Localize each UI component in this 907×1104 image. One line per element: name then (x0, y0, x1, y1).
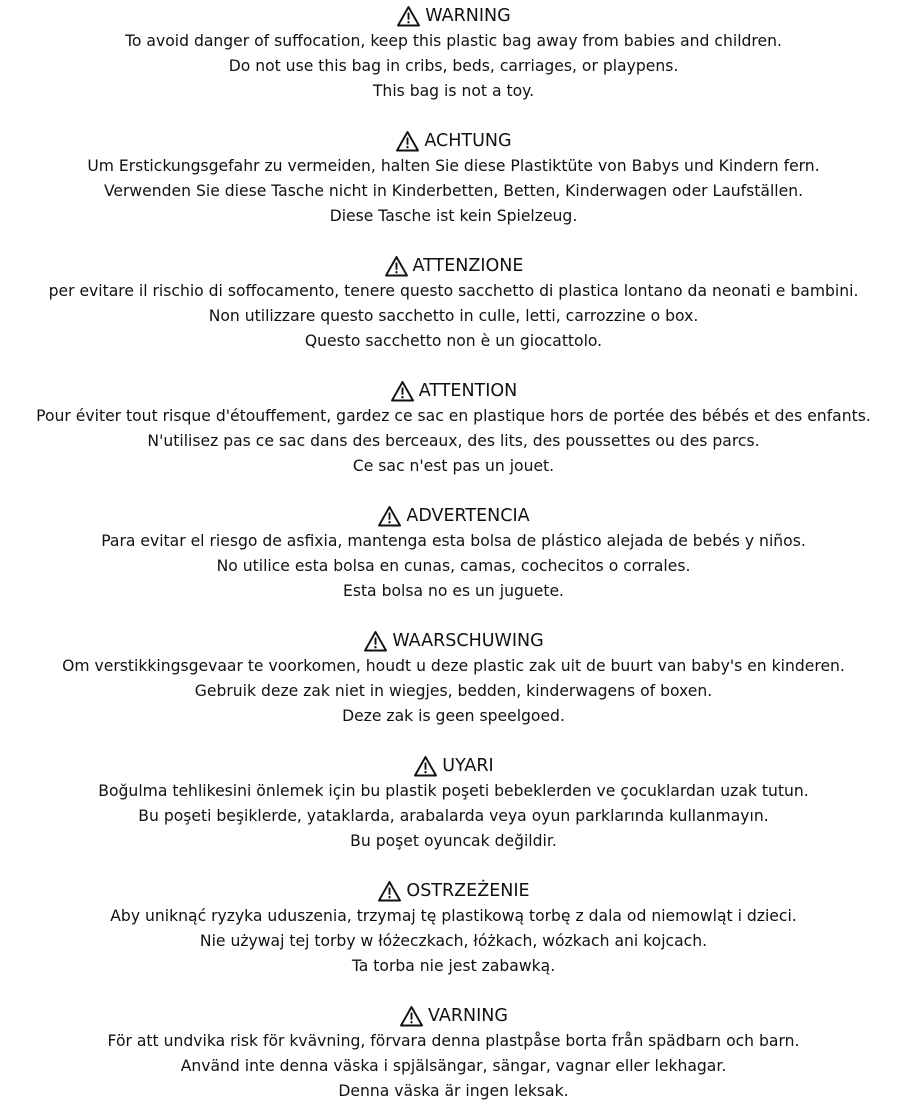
warning-line: Om verstikkingsgevaar te voorkomen, houdt u deze plastic zak uit de buurt van baby's en kinderen. (62, 657, 845, 675)
warning-line: No utilice esta bolsa en cunas, camas, cochecitos o corrales. (216, 557, 691, 575)
warning-line: Do not use this bag in cribs, beds, carriages, or playpens. (228, 57, 679, 75)
section-heading-text: ADVERTENCIA (406, 506, 530, 526)
warning-section-sv (0, 1003, 907, 1104)
warning-line: Deze zak is geen speelgoed. (342, 707, 565, 725)
warning-line: This bag is not a toy. (372, 82, 535, 100)
warning-triangle-icon (377, 505, 402, 527)
warning-line: Ta torba nie jest zabawką. (351, 957, 556, 975)
warning-triangle-icon (395, 130, 420, 152)
warning-section-nl (0, 628, 907, 729)
section-heading (0, 753, 907, 779)
warning-section-es (0, 503, 907, 604)
warning-triangle-icon (390, 380, 415, 402)
section-heading (0, 3, 907, 29)
section-heading-text: ATTENZIONE (412, 256, 524, 276)
warning-line: Pour éviter tout risque d'étouffement, gardez ce sac en plastique hors de portée des bébés et des enfants. (36, 407, 871, 425)
section-heading-text: OSTRZEŻENIE (406, 881, 530, 901)
warning-section-it (0, 253, 907, 354)
warning-triangle-icon (363, 630, 388, 652)
warning-triangle-icon (399, 1005, 424, 1027)
warning-line: Gebruik deze zak niet in wiegjes, bedden, kinderwagens of boxen. (194, 682, 713, 700)
warning-line: Bu poşet oyuncak değildir. (350, 832, 557, 850)
warning-line: Esta bolsa no es un juguete. (342, 582, 565, 600)
warning-line: Aby uniknąć ryzyka uduszenia, trzymaj tę plastikową torbę z dala od niemowląt i dzieci. (110, 907, 797, 925)
section-heading-text: ATTENTION (418, 381, 518, 401)
section-heading (0, 253, 907, 279)
warning-triangle-icon (396, 5, 421, 27)
warning-line: Boğulma tehlikesini önlemek için bu plastik poşeti bebeklerden ve çocuklardan uzak tutun. (98, 782, 809, 800)
warning-section-de (0, 128, 907, 229)
warning-section-tr (0, 753, 907, 854)
warning-section-en (0, 3, 907, 104)
warning-triangle-icon (413, 755, 438, 777)
warning-line: Verwenden Sie diese Tasche nicht in Kinderbetten, Betten, Kinderwagen oder Laufställen. (103, 182, 804, 200)
section-heading (0, 128, 907, 154)
section-heading (0, 1003, 907, 1029)
section-heading (0, 878, 907, 904)
section-heading-text: UYARI (442, 756, 494, 776)
warning-section-pl (0, 878, 907, 979)
section-heading-text: ACHTUNG (424, 131, 512, 151)
warning-line: Questo sacchetto non è un giocattolo. (304, 332, 603, 350)
warning-line: per evitare il rischio di soffocamento, tenere questo sacchetto di plastica lontano da neonati e bambini. (48, 282, 859, 300)
warning-triangle-icon (384, 255, 409, 277)
warning-line: Denna väska är ingen leksak. (338, 1082, 569, 1100)
warning-line: Diese Tasche ist kein Spielzeug. (329, 207, 578, 225)
warning-line: Bu poşeti beşiklerde, yataklarda, arabalarda veya oyun parklarında kullanmayın. (138, 807, 769, 825)
warning-line: To avoid danger of suffocation, keep this plastic bag away from babies and children. (125, 32, 782, 50)
warning-line: Para evitar el riesgo de asfixia, mantenga esta bolsa de plástico alejada de bebés y niños. (101, 532, 806, 550)
section-heading-text: VARNING (428, 1006, 508, 1026)
warning-line: Nie używaj tej torby w łóżeczkach, łóżkach, wózkach ani kojcach. (199, 932, 708, 950)
section-heading-text: WAARSCHUWING (392, 631, 544, 651)
warning-line: För att undvika risk för kvävning, förvara denna plastpåse borta från spädbarn och barn. (107, 1032, 800, 1050)
warning-triangle-icon (377, 880, 402, 902)
section-heading (0, 628, 907, 654)
warning-line: Ce sac n'est pas un jouet. (352, 457, 555, 475)
section-heading-text: WARNING (425, 6, 511, 26)
warning-line: Non utilizzare questo sacchetto in culle, letti, carrozzine o box. (208, 307, 699, 325)
section-heading (0, 378, 907, 404)
warning-line: N'utilisez pas ce sac dans des berceaux, des lits, des poussettes ou des parcs. (147, 432, 760, 450)
warning-section-fr (0, 378, 907, 479)
warning-line: Använd inte denna väska i spjälsängar, sängar, vagnar eller lekhagar. (180, 1057, 727, 1075)
warning-line: Um Erstickungsgefahr zu vermeiden, halten Sie diese Plastiktüte von Babys und Kindern fern. (87, 157, 820, 175)
section-heading (0, 503, 907, 529)
